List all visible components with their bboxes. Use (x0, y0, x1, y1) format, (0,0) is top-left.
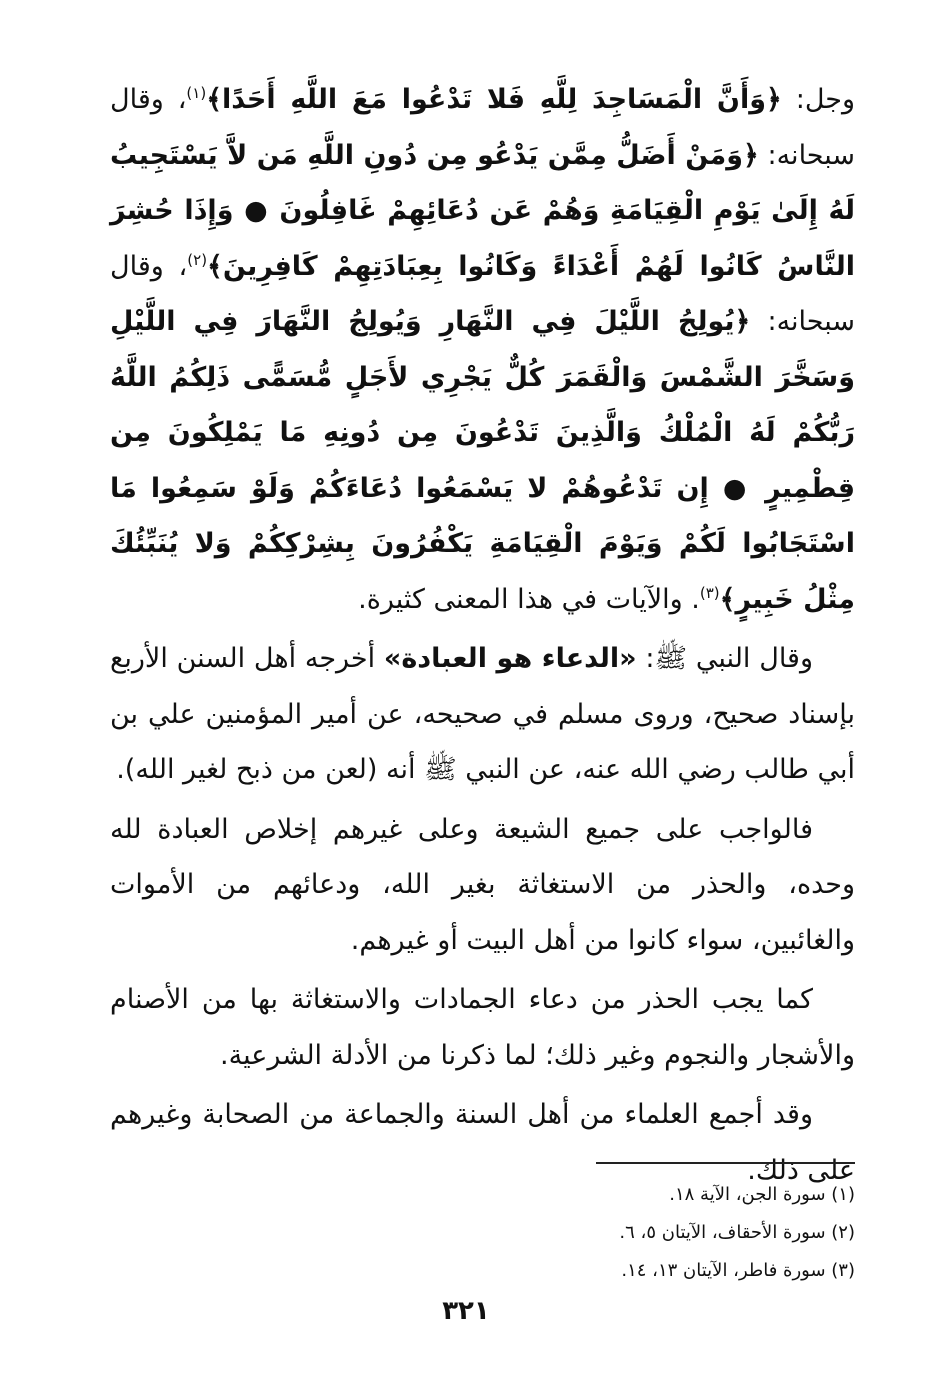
footnote-item: (١) سورة الجن، الآية ١٨. (669, 1184, 855, 1205)
paragraph-text: وقال النبي ﷺ: (636, 643, 814, 674)
paragraph-text: وقد أجمع العلماء من أهل السنة والجماعة من الصحابة وغيرهم على ذلك. (110, 1099, 855, 1186)
paragraph-text: ، وقال سبحانه: (110, 84, 855, 171)
hadith-quote: «الدعاء هو العبادة» (383, 643, 637, 674)
footnote-reference: (٢) (187, 250, 208, 269)
paragraph-text: كما يجب الحذر من دعاء الجمادات والاستغاثة بها من الأصنام والأشجار والنجوم وغير ذلك؛ لما ذكرنا من الأدلة الشرعية. (110, 984, 855, 1071)
quran-verse: ﴿يُولِجُ اللَّيْلَ فِي النَّهَارِ وَيُولِجُ النَّهَارَ فِي اللَّيْلِ وَسَخَّرَ الشَّمْسَ وَالْقَمَرَ كُلٌّ يَجْرِي لأَجَلٍ مُّسَمًّى ذَلِكُمُ اللَّهُ رَبُّكُمْ لَهُ الْمُلْكُ وَالَّذِينَ تَدْعُونَ مِن دُونِهِ مَا يَمْلِكُونَ مِن قِطْمِيرٍ ● إِن تَدْعُوهُمْ لا يَسْمَعُوا دُعَاءَكُمْ وَلَوْ سَمِعُوا مَا اسْتَجَابُوا لَكُمْ وَيَوْمَ الْقِيَامَةِ يَكْفُرُونَ بِشِرْكِكُمْ وَلا يُنَبِّئُكَ مِثْلُ خَبِيرٍ﴾ (110, 306, 855, 615)
quran-verse: ﴿وَأَنَّ الْمَسَاجِدَ لِلَّهِ فَلا تَدْعُوا مَعَ اللَّهِ أَحَدًا﴾ (206, 84, 782, 115)
footnote-reference: (١) (186, 84, 207, 102)
paragraph-quran-verses (110, 72, 855, 627)
paragraph-obligation (110, 802, 855, 969)
footnote-reference: (٣) (699, 583, 720, 602)
paragraph-text: فالواجب على جميع الشيعة وعلى غيرهم إخلاص العبادة لله وحده، والحذر من الاستغاثة بغير الله، ودعائهم من الأموات والغائبين، سواء كانوا من أهل البيت أو غيرهم. (110, 813, 855, 956)
footnote-divider (596, 1162, 855, 1164)
paragraph-text: وجل: (781, 84, 856, 115)
paragraph-warning (110, 972, 855, 1083)
paragraph-text: ، وقال سبحانه: (110, 250, 855, 337)
footnotes (420, 1176, 855, 1290)
paragraph-hadith (110, 631, 855, 798)
paragraph-text: . والآيات في هذا المعنى كثيرة. (358, 583, 700, 615)
page-number: ٣٢١ (442, 1296, 490, 1326)
main-text (110, 72, 855, 1198)
footnote-item: (٣) سورة فاطر، الآيتان ١٣، ١٤. (621, 1260, 855, 1281)
paragraph-text: أخرجه أهل السنن الأربع بإسناد صحيح، وروى مسلم في صحيحه، عن أمير المؤمنين علي بن أبي طالب رضي الله عنه، عن النبي ﷺ أنه (لعن من ذبح لغير الله). (110, 643, 855, 785)
footnote-item: (٢) سورة الأحقاف، الآيتان ٥، ٦. (619, 1222, 855, 1243)
quran-verse: ﴿وَمَنْ أَضَلُّ مِمَّن يَدْعُو مِن دُونِ اللَّهِ مَن لاَّ يَسْتَجِيبُ لَهُ إِلَىٰ يَوْمِ الْقِيَامَةِ وَهُمْ عَن دُعَائِهِمْ غَافِلُونَ ● وَإِذَا حُشِرَ النَّاسُ كَانُوا لَهُمْ أَعْدَاءً وَكَانُوا بِعِبَادَتِهِمْ كَافِرِينَ﴾ (110, 139, 855, 282)
